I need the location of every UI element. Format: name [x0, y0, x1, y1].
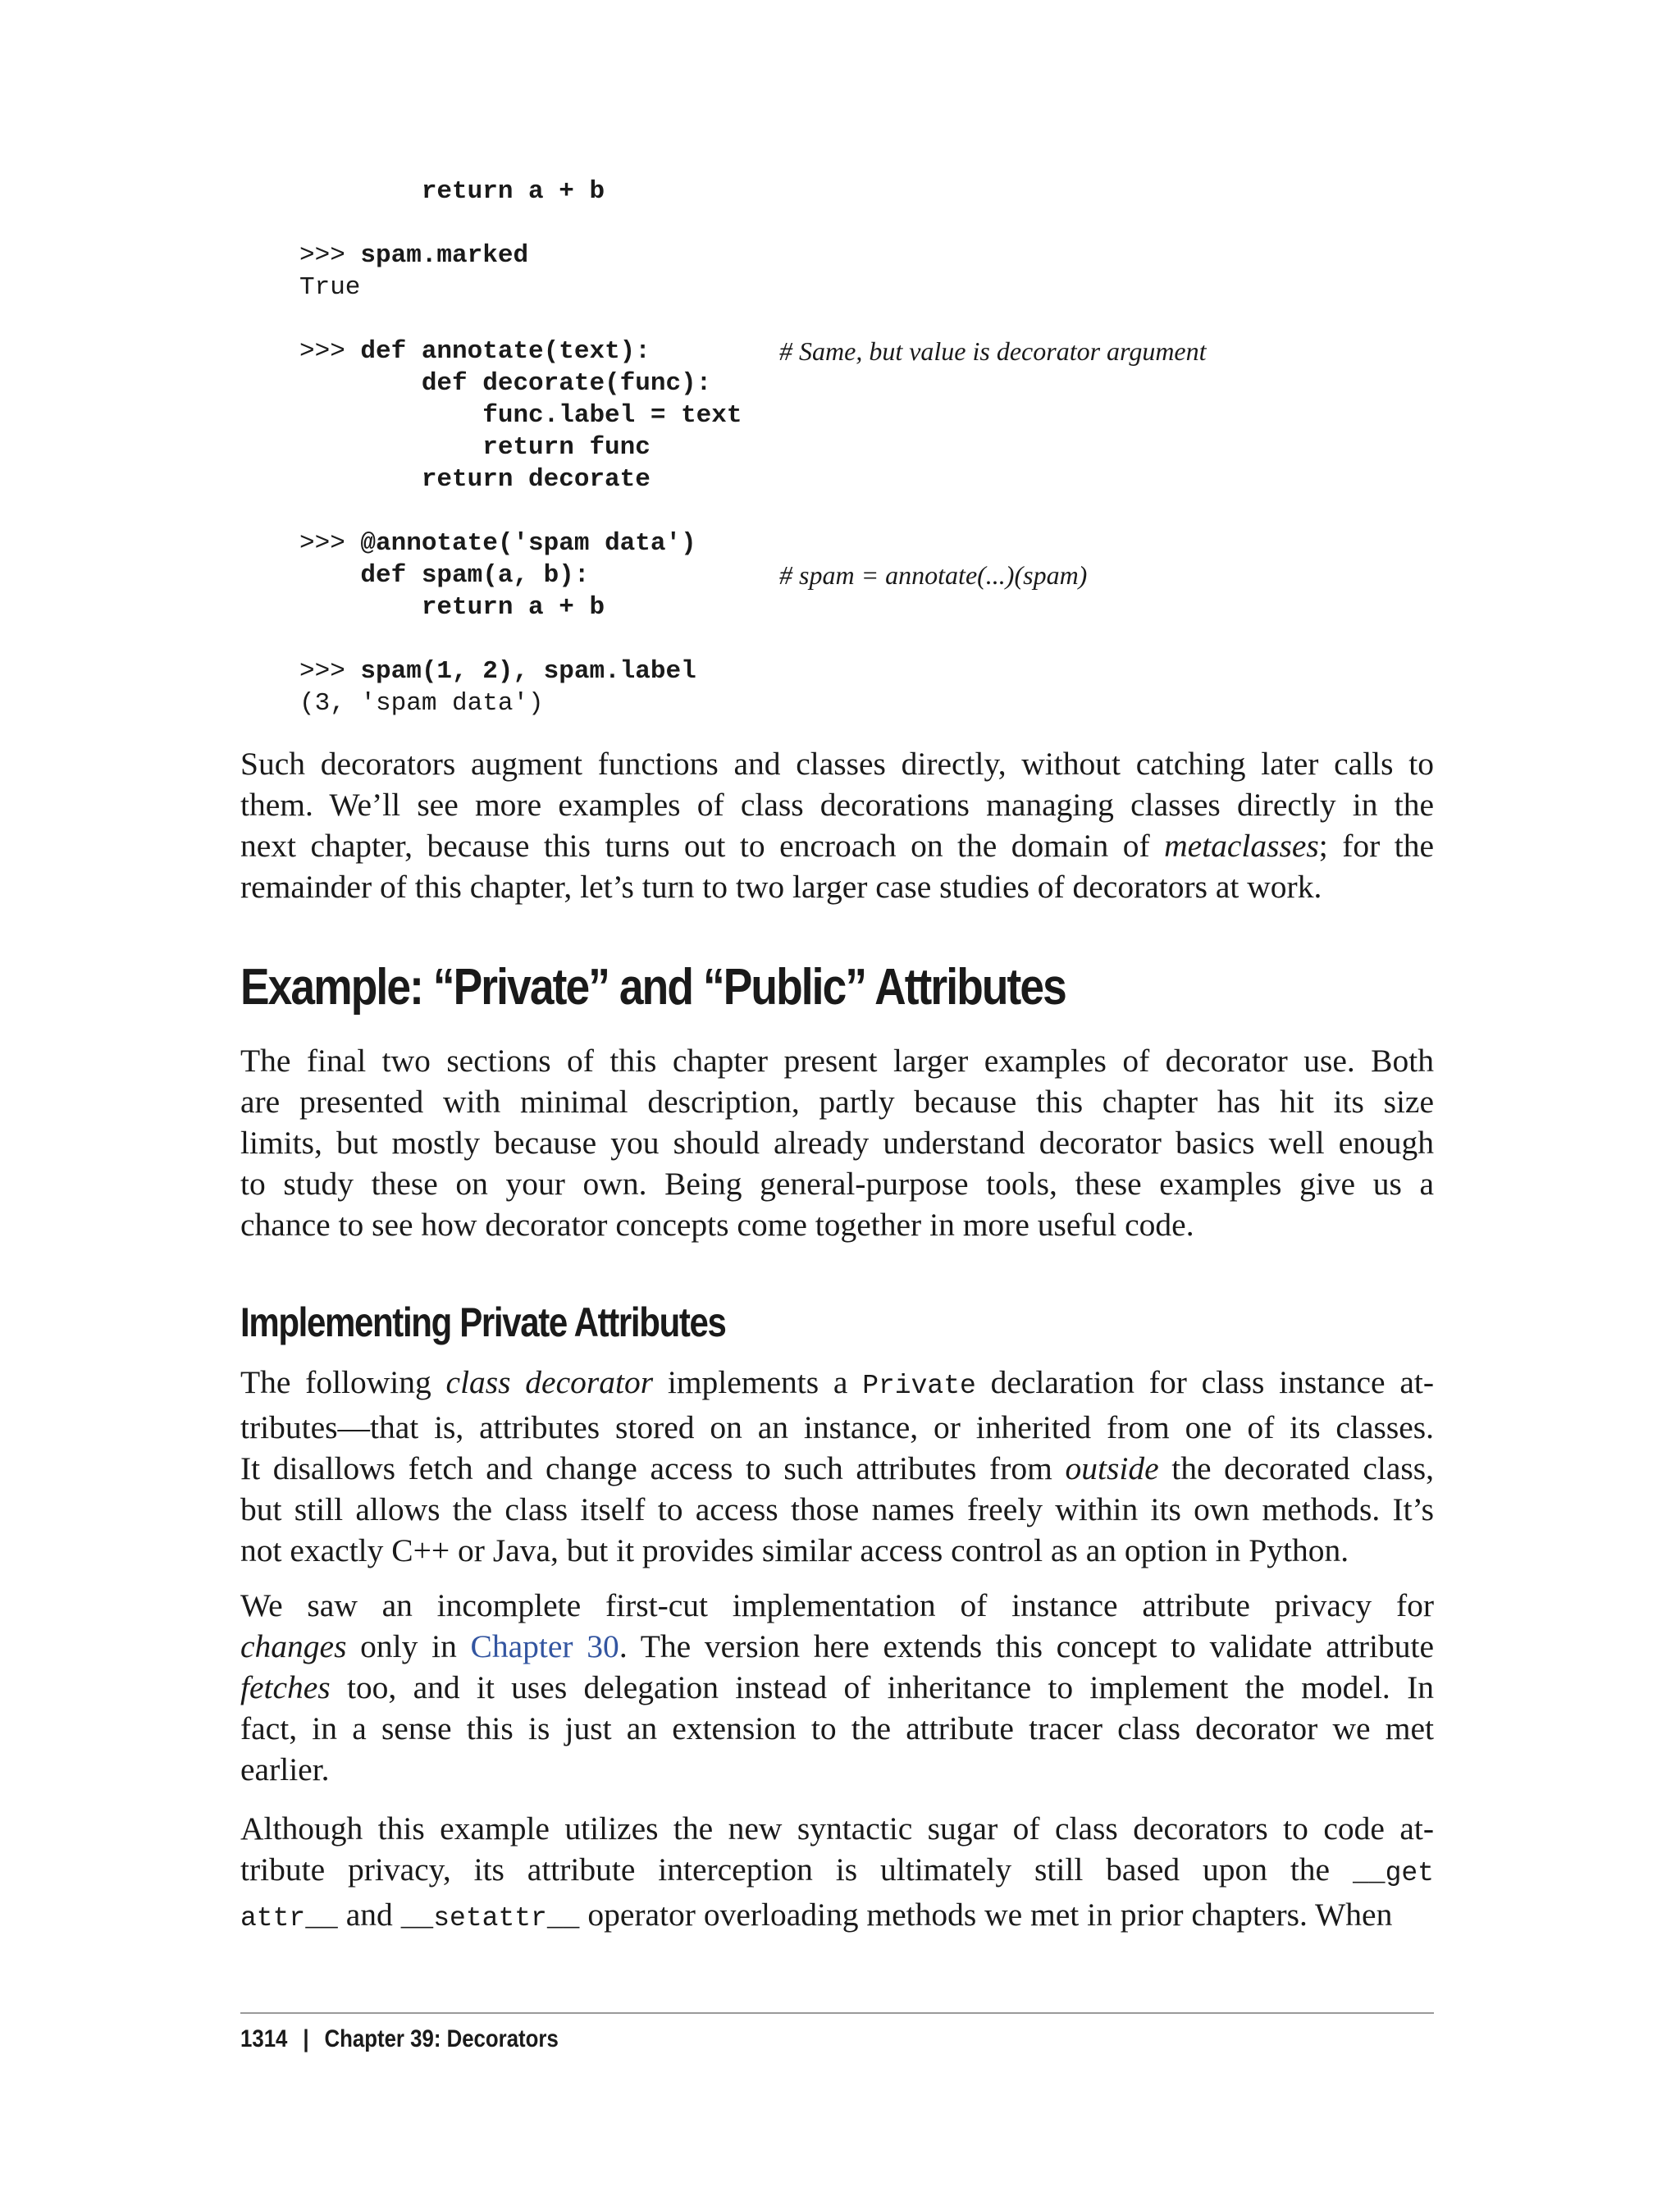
- emphasis-metaclasses: metaclasses: [1164, 828, 1319, 864]
- text-line: [240, 1448, 1434, 1489]
- code-line: [299, 559, 1464, 591]
- paragraph-first-cut: [240, 1585, 1434, 1790]
- code-input: func.label = text: [299, 401, 742, 430]
- text-span: tribute privacy, its attribute interception is ultimately still based upon the: [240, 1851, 1353, 1888]
- page-number: 1314: [240, 2025, 288, 2052]
- text-line: remainder of this chapter, let’s turn to two larger case studies of decorators at work.: [240, 869, 1322, 905]
- text-span: ; for the: [1318, 828, 1434, 864]
- code-line: [299, 176, 1464, 208]
- code-input: return a + b: [299, 593, 605, 622]
- code-input: spam.marked: [360, 241, 529, 270]
- code-prompt: >>>: [299, 241, 361, 270]
- code-input: return a + b: [299, 177, 605, 206]
- footer-separator: |: [303, 2025, 309, 2052]
- code-line: [299, 655, 1464, 687]
- paragraph-class-decorator: [240, 1362, 1434, 1571]
- code-line: [299, 495, 1464, 527]
- text-span: only in: [346, 1628, 471, 1664]
- text-line: but still allows the class itself to access those names freely within its own methods. It’s: [240, 1491, 1434, 1527]
- code-line: [299, 527, 1464, 559]
- text-line: fact, in a sense this is just an extension to the attribute tracer class decorator we met: [240, 1710, 1434, 1746]
- text-line: We saw an incomplete first-cut implementation of instance attribute privacy for: [240, 1587, 1434, 1623]
- code-line: [299, 463, 1464, 495]
- text-line: [240, 825, 1434, 866]
- code-setattr: __setattr__: [400, 1903, 580, 1933]
- text-line: Such decorators augment functions and classes directly, without catching later calls to: [240, 746, 1434, 782]
- paragraph-syntactic-sugar: [240, 1808, 1434, 1939]
- code-input: spam(1, 2), spam.label: [360, 657, 696, 686]
- code-input: return decorate: [299, 465, 651, 494]
- section-heading: Example: “Private” and “Public” Attributes: [240, 959, 1066, 1016]
- footer-rule: [240, 2012, 1434, 2014]
- code-line: [299, 399, 1464, 431]
- code-line: [299, 687, 1464, 719]
- text-line: [240, 1626, 1434, 1667]
- code-line: [299, 591, 1464, 623]
- code-prompt: >>>: [299, 657, 361, 686]
- text-span: the decorated class,: [1158, 1450, 1434, 1486]
- text-line: tributes—that is, attributes stored on an instance, or inherited from one of its classes.: [240, 1409, 1434, 1445]
- text-line: limits, but mostly because you should already understand decorator basics well enough: [240, 1125, 1434, 1161]
- text-line: are presented with minimal description, partly because this chapter has hit its size: [240, 1084, 1434, 1120]
- text-span: . The version here extends this concept to validate attribute: [619, 1628, 1435, 1664]
- code-line: [299, 368, 1464, 399]
- text-span: declaration for class instance at-: [975, 1364, 1434, 1400]
- text-span: operator overloading methods we met in prior chapters. When: [579, 1897, 1393, 1933]
- code-prompt: >>>: [299, 337, 361, 366]
- text-line: [240, 1362, 1434, 1407]
- code-line: [299, 623, 1464, 655]
- emphasis-changes: changes: [240, 1628, 347, 1664]
- text-span: The following: [240, 1364, 446, 1400]
- code-input: def spam(a, b):: [299, 561, 590, 590]
- code-input: return func: [299, 433, 651, 462]
- text-span: too, and it uses delegation instead of inheritance to implement the model. In: [330, 1669, 1434, 1705]
- text-span: next chapter, because this turns out to encroach on the domain of: [240, 828, 1165, 864]
- code-private: Private: [862, 1371, 976, 1401]
- code-comment: # spam = annotate(...)(spam): [779, 560, 1088, 590]
- page-footer: [240, 2023, 559, 2056]
- code-line: [299, 336, 1464, 368]
- code-line: [299, 240, 1464, 272]
- text-line: not exactly C++ or Java, but it provides similar access control as an option in Python.: [240, 1532, 1349, 1568]
- text-line: [240, 1894, 1434, 1939]
- code-line: [299, 272, 1464, 304]
- code-line: [299, 208, 1464, 240]
- text-span: implements a: [653, 1364, 863, 1400]
- chapter-30-link[interactable]: Chapter 30: [470, 1628, 619, 1664]
- text-span: and: [337, 1897, 401, 1933]
- code-line: [299, 431, 1464, 463]
- text-line: earlier.: [240, 1751, 330, 1787]
- code-output: True: [299, 273, 361, 302]
- chapter-title: Chapter 39: Decorators: [324, 2025, 559, 2052]
- paragraph-decorators-augment: [240, 743, 1434, 907]
- text-line: [240, 1849, 1434, 1894]
- text-span: It disallows fetch and change access to such attributes from: [240, 1450, 1066, 1486]
- text-line: [240, 1667, 1434, 1708]
- emphasis-class-decorator: class decorator: [445, 1364, 654, 1400]
- text-line: them. We’ll see more examples of class decorations managing classes directly in the: [240, 787, 1434, 823]
- text-line: The final two sections of this chapter present larger examples of decorator use. Both: [240, 1043, 1434, 1079]
- code-getattr-part: attr__: [240, 1903, 338, 1933]
- code-prompt: >>>: [299, 529, 361, 558]
- code-getattr-part: __get: [1352, 1858, 1434, 1888]
- text-line: Although this example utilizes the new syntactic sugar of class decorators to code at-: [240, 1810, 1434, 1847]
- code-output: (3, 'spam data'): [299, 689, 544, 718]
- subsection-heading: Implementing Private Attributes: [240, 1299, 726, 1345]
- code-comment: # Same, but value is decorator argument: [779, 336, 1207, 366]
- code-line: [299, 304, 1464, 336]
- code-input: def annotate(text):: [360, 337, 651, 366]
- emphasis-fetches: fetches: [240, 1669, 331, 1705]
- emphasis-outside: outside: [1065, 1450, 1159, 1486]
- code-input: def decorate(func):: [299, 369, 712, 398]
- text-line: chance to see how decorator concepts come together in more useful code.: [240, 1207, 1194, 1243]
- paragraph-final-two-sections: [240, 1040, 1434, 1245]
- text-line: to study these on your own. Being general-purpose tools, these examples give us a: [240, 1166, 1434, 1202]
- code-listing: [299, 176, 1464, 719]
- code-input: @annotate('spam data'): [360, 529, 696, 558]
